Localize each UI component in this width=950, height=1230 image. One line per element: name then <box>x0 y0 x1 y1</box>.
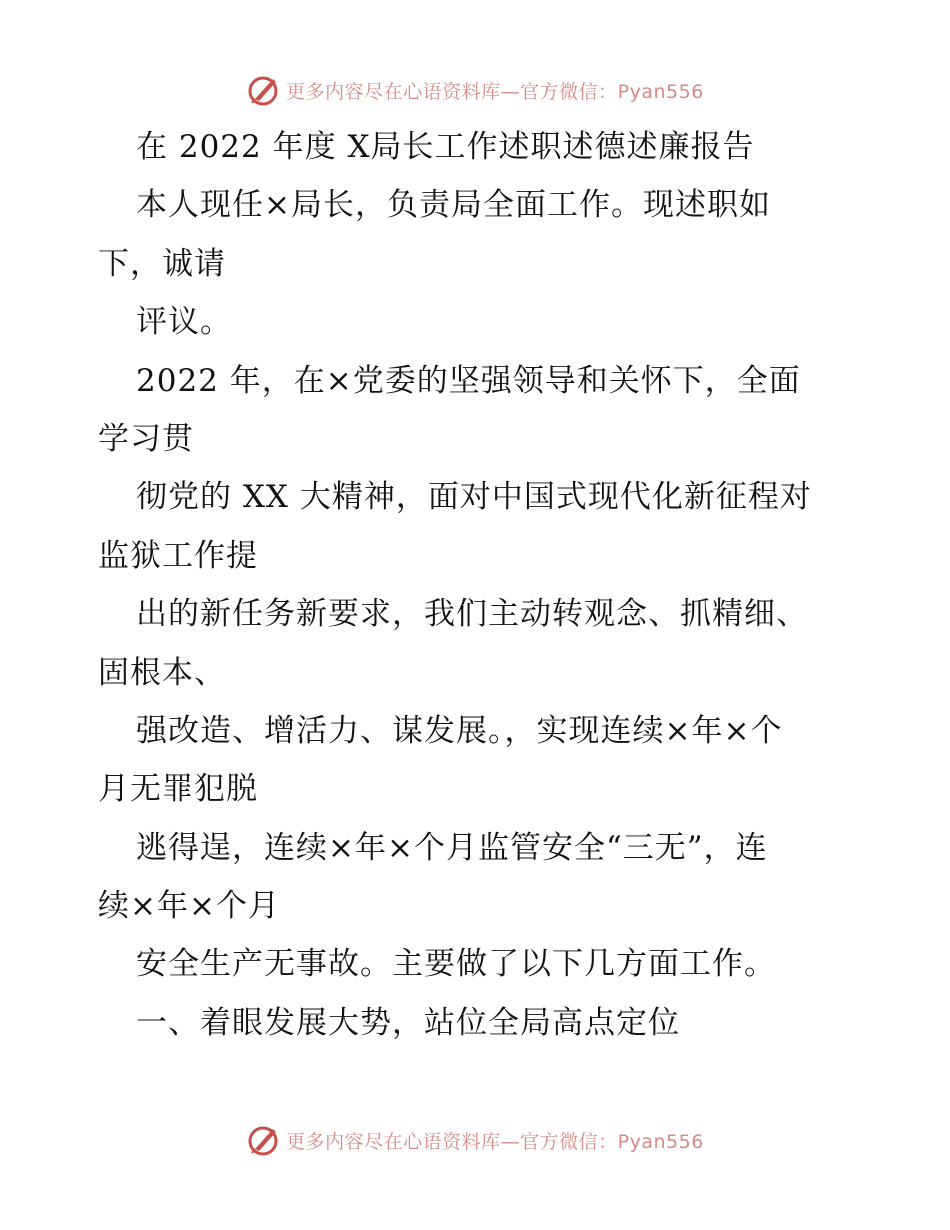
text-line: 本人现任×局长，负责局全面工作。现述职如 <box>136 187 771 224</box>
text-line: 固根本、 <box>98 654 226 691</box>
document-title: 在 2022 年度 X局长工作述职述德述廉报告 <box>136 129 755 165</box>
document-body <box>98 118 868 1052</box>
text-line: 学习贯 <box>98 420 194 457</box>
text-line: 续×年×个月 <box>98 888 280 925</box>
text-line: 彻党的 XX 大精神，面对中国式现代化新征程对 <box>136 479 812 516</box>
text-line: 评议。 <box>136 304 232 341</box>
watermark-header <box>0 70 950 110</box>
section-heading: 一、着眼发展大势，站位全局高点定位 <box>136 1004 680 1041</box>
text-line: 出的新任务新要求，我们主动转观念、抓精细、 <box>136 596 808 633</box>
text-line: 月无罪犯脱 <box>98 771 258 808</box>
text-line: 安全生产无事故。主要做了以下几方面工作。 <box>136 946 776 983</box>
text-line: 逃得逞，连续×年×个月监管安全“三无”，连 <box>136 829 768 866</box>
text-line: 下，诚请 <box>98 245 226 282</box>
watermark-text: 更多内容尽在心语资料库—官方微信：Pyan556 <box>286 80 704 103</box>
text-line: 强改造、增活力、谋发展。，实现连续×年×个 <box>136 712 783 749</box>
text-line: 2022 年，在×党委的坚强领导和关怀下，全面 <box>136 362 801 399</box>
quill-pen-circle-icon <box>246 1122 282 1158</box>
watermark-footer <box>0 1120 950 1160</box>
quill-pen-circle-icon <box>246 72 282 108</box>
watermark-text: 更多内容尽在心语资料库—官方微信：Pyan556 <box>286 1130 704 1153</box>
text-line: 监狱工作提 <box>98 537 258 574</box>
